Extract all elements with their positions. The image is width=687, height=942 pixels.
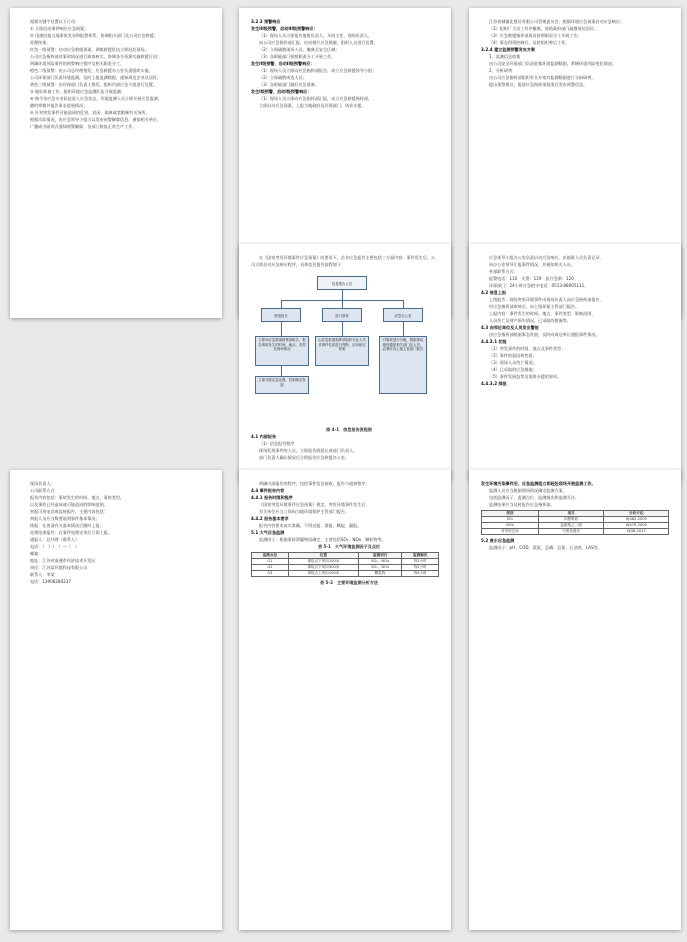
table-header-cell: 监测频次 xyxy=(402,553,439,559)
text-line: （3）各职能部门按照职责分工开展工作。 xyxy=(259,54,336,59)
text-line: 由公司应急指挥部组织有关专家对监测数据进行分析研判， xyxy=(489,75,596,80)
table-cell: 每4小时 xyxy=(402,571,439,577)
method-table xyxy=(481,510,669,535)
document-page-7 xyxy=(239,470,451,930)
flow-connector xyxy=(342,300,343,308)
monitoring-table xyxy=(251,552,439,577)
text-line: 以及事故已经造成或可能造成的影响范围。 xyxy=(30,502,108,507)
table-header-cell: 分析方法 xyxy=(604,511,669,517)
flow-box-bot-3: 对事故进行分级，根据事故级别通知相关部门及人员，必要时向上级主管部门报告 xyxy=(379,336,427,394)
text-line: 电话：13906280237 xyxy=(30,579,71,584)
text-line: 5.2 废水应急监测 xyxy=(481,538,515,543)
flow-box-bot2: 立即开展应急处置，控制事态发展 xyxy=(255,376,309,394)
text-line: （3）各职能部门做好应急准备。 xyxy=(259,82,319,87)
text-line: 随时掌握并报告事态进展情况； xyxy=(30,103,88,108)
text-line: 由应急指挥部根据事态发展，及时向周边单位通报事件情况。 xyxy=(489,332,600,337)
table-cell: HJ38-2017 xyxy=(604,529,669,535)
text-line: 《国家突发环境事件应急预案》规定，突发环境事件发生后， xyxy=(259,502,370,507)
flow-box-top: 信息报告人员 xyxy=(317,276,367,290)
text-line: 环保部门：24小时应急值守电话：0513-88005111。 xyxy=(489,283,589,288)
figure-caption: 图 4-1 信息报告流程图 xyxy=(326,427,372,432)
text-line: 初报可用电话或直接报告，主要内容包括： xyxy=(30,509,108,514)
flow-connector xyxy=(342,322,343,336)
table-cell: G1 xyxy=(252,559,289,565)
text-line: 橙色二级预警：由公司总经理签发，应急救援办公室负责组织实施， xyxy=(30,68,153,73)
flow-connector xyxy=(281,322,282,336)
text-line: 报告内容要求真实准确，不得迟报、谎报、瞒报、漏报。 xyxy=(259,523,362,528)
text-line: （3）应急救援指挥部成员按照职责分工开展工作； xyxy=(489,33,582,38)
text-line: 公司应急指挥部对事故情况进行调查核实，协调各方资源实施救援行动； xyxy=(30,54,161,59)
text-line: 单位：江苏某环境科技有限公司 xyxy=(30,565,88,570)
text-line: （3）现场人员伤亡情况； xyxy=(489,360,537,365)
text-line: ④ 指令各应急专业队伍进入应急状态，环境监测人员立即开展应急监测， xyxy=(30,96,162,101)
table-header-cell: 监测项目 xyxy=(358,553,401,559)
text-line: （5）事件发展趋势及需要支援的事项。 xyxy=(489,374,562,379)
text-line: ② 迅速回报当地事故发布和报警体系，协调相关部门及公司应急救援； xyxy=(30,33,158,38)
text-line: 上报内容：事件发生的时间、地点、事件类型、影响范围、 xyxy=(489,311,596,316)
table-cell: 非甲烷总烃 xyxy=(482,529,539,535)
text-line: 外部联系方式： xyxy=(489,269,518,274)
text-line: 现场负责人。 xyxy=(30,481,55,486)
table-row xyxy=(252,571,439,577)
text-line: 视频关键字设置以下行动： xyxy=(30,19,80,24)
text-line: （4）已采取的应急措施； xyxy=(489,367,537,372)
document-page-5 xyxy=(469,244,681,480)
flow-box-bot-1: 立即向应急救援指挥部报告，报告事故发生的时间、地点、类型及现场情况 xyxy=(255,336,309,366)
text-line: 监测因子：根据事故泄漏物质确定，主要包括SO₂、NOx、颗粒物等。 xyxy=(259,537,386,542)
text-line: 包括监测因子、监测点位、监测频次和监测方法。 xyxy=(489,495,580,500)
text-line: 提出预警建议，报请应急指挥部批准后发布预警信息。 xyxy=(489,82,588,87)
text-line: 有关单位应当立即向当地环境保护主管部门报告。 xyxy=(259,509,350,514)
flow-box-mid-2: 部门领导 xyxy=(322,308,362,322)
table-cell: 事故点上风向100米 xyxy=(288,571,358,577)
text-line: ⑤ 针对突发事件可能造成的危害，封闭、隔离或者限制有关场所。 xyxy=(30,110,150,115)
table-cell: HJ479-2009 xyxy=(604,523,669,529)
flowchart xyxy=(251,272,439,422)
text-line: 根据实际情况，由应急领导小组可以发布预警解除信息，通知相关单位， xyxy=(30,117,161,122)
text-line: （2）立即疏散周边人员； xyxy=(259,75,307,80)
table-header-cell: 位置 xyxy=(288,553,358,559)
text-line: 3.2.4 建立监测预警发布方案 xyxy=(481,47,536,52)
text-line: 向公司应急指挥部汇报，启动相应应急措施，组织人员进行处置。 xyxy=(259,40,378,45)
text-line: 邮箱： xyxy=(30,551,43,556)
text-line: 初报人员应当简要说明事件基本情况； xyxy=(30,516,100,521)
text-line: 4.2 信息上报 xyxy=(481,290,507,295)
table-cell: 事故点下风向100米 xyxy=(288,559,358,565)
table-caption-2: 表 5-2 主要环境监测分析方法 xyxy=(320,580,378,585)
text-line: 报警电话：110 火警：119 医疗急救：120 xyxy=(489,276,574,281)
text-line: 1、监测信息收集 xyxy=(489,54,521,59)
table-cell: 甲醛吸收 xyxy=(538,517,604,523)
text-line: 监测结果应当及时报告应急指挥部。 xyxy=(489,502,555,507)
text-line: 4.4.3.1 初报 xyxy=(481,339,507,344)
text-line: 经应急指挥部审核后，向上级环保主管部门报告。 xyxy=(489,304,580,309)
text-line: 人员伤亡及财产损失情况，已采取的措施等。 xyxy=(489,318,571,323)
table-cell: 每2小时 xyxy=(402,565,439,571)
text-line: 处理结果报告：在事件处理完毕后立即上报。 xyxy=(30,530,112,535)
table-cell: SO₂ xyxy=(482,517,539,523)
text-line: 公司环保部门负责环境监测，及时上报监测数据，通知周边企业及居民； xyxy=(30,75,161,80)
text-line: 报告内容包括：事故发生的时间、地点、事故类型， xyxy=(30,495,125,500)
text-line: （2）组织广大员工有序撤离，协助政府部门疏散周边居民； xyxy=(489,26,599,31)
text-line: 监测因子：pH、COD、氨氮、总磷、总氮、石油类、LAS等。 xyxy=(489,545,602,550)
text-line: 发生环境污染事件后，应急监测组立即赶赴现场开展监测工作。 xyxy=(481,481,596,486)
flow-connector xyxy=(403,322,404,336)
text-line: 4.4 事件报告内容 xyxy=(251,488,285,493)
table-header-cell: 类别 xyxy=(482,511,539,517)
text-line: 4.4.1 报告时限和程序 xyxy=(251,495,293,500)
flow-box-mid-1: 班组组长 xyxy=(261,308,301,322)
table-cell: SO₂、NOx xyxy=(358,565,401,571)
text-line: 4.1 内部报告 xyxy=(251,434,277,439)
text-line: 红色一级预警：启动应急救援预案，调集救援队伍立即赶赴现场， xyxy=(30,47,149,52)
text-line: 立即启动应急预案，上报当地政府及环保部门，请求支援。 xyxy=(259,103,366,108)
table-header-cell: 项目 xyxy=(538,511,604,517)
text-line: 发生I级预警，启动I级预警响应： xyxy=(251,89,312,94)
text-line: （1）现场人员立即向应急指挥部报告，成立应急救援领导小组； xyxy=(259,68,377,73)
text-line: ① 立即启动事件响应应急预案； xyxy=(30,26,89,31)
text-line: 联系人：李某 xyxy=(30,572,55,577)
text-line: 江苏省城镇化建设有限公司管理委员会，根据环境应急预案启动应急响应； xyxy=(489,19,625,24)
document-page-8 xyxy=(469,470,681,930)
text-line: 电话：（ ）（ ）—（ ） xyxy=(30,544,80,549)
flow-connector xyxy=(281,300,282,308)
table-cell: G3 xyxy=(252,571,289,577)
text-line: 明确内部报告的程序，包括事件信息接收、报告与通知程序； xyxy=(259,481,370,486)
text-line: 现场发现事件的人员，立即报告班组长或部门负责人， xyxy=(259,448,358,453)
text-line: 5.1 大气应急监测 xyxy=(251,530,285,535)
table-row xyxy=(482,523,669,529)
text-line: 处理结果。 xyxy=(30,40,51,45)
text-line: 地址：江苏省南通市经济技术开发区 xyxy=(30,558,96,563)
table-row xyxy=(482,517,669,523)
flow-box-mid-3: 应急办公室 xyxy=(383,308,423,322)
table-cell: 盐酸萘乙二胺 xyxy=(538,523,604,529)
text-line: 部门负责人确认情况后立即报告应急救援办公室。 xyxy=(259,455,350,460)
document-page-4 xyxy=(239,244,451,480)
intro-paragraph: 在《国家突发环境事件应急预案》的要求下，企业应急报告主要包括三方面内容。事件发生后，公司立即启动应急响应程序，具体信息报告流程如下： xyxy=(251,255,436,267)
table-cell: G2 xyxy=(252,565,289,571)
text-line: 续报：在查清有关基本情况后随时上报； xyxy=(30,523,104,528)
text-line: （1）现场人员立即向应急指挥部汇报，成立应急救援指挥部， xyxy=(259,96,373,101)
text-line: 发生II级预警，启动II级预警响应： xyxy=(251,61,315,66)
text-line: （2）事件的起因和性质； xyxy=(489,353,537,358)
text-line: 明确环境风险事件的预警响应程序及相关职责分工。 xyxy=(30,61,125,66)
table-cell: SO₂、NOx xyxy=(358,559,401,565)
text-line: 发生III级预警，启动III级预警响应： xyxy=(251,26,318,31)
table-caption: 表 5-1 大气环境监测因子及点位 xyxy=(317,544,381,549)
text-line: 黄色三级预警：由环保部门负责人签发，组织内部应急小组进行处置。 xyxy=(30,82,157,87)
flow-box-bot-2: 由应急救援指挥部组织专业人员对事件性质进行判断，启动相应预案 xyxy=(315,336,369,366)
text-line: 通报人：总经理（联系人） xyxy=(30,537,80,542)
table-header-cell: 监测点位 xyxy=(252,553,289,559)
table-cell: 事故点下风向300米 xyxy=(288,565,358,571)
table-cell: 颗粒物 xyxy=(358,571,401,577)
text-line: （2）立即疏散现场人员，撤离至安全区域； xyxy=(259,47,340,52)
flow-connector xyxy=(342,290,343,300)
document-page-6 xyxy=(10,470,222,930)
text-line: 监测人员应当根据现场情况确定监测方案， xyxy=(489,488,567,493)
text-line: （1）现场人员立即报告值班负责人，车间主任，现场负责人， xyxy=(259,33,373,38)
flow-connector xyxy=(281,366,282,376)
table-row xyxy=(482,529,669,535)
text-line: （4）事态得到控制后，及时组织善后工作。 xyxy=(489,40,570,45)
text-line: ③ 做好准备工作，组织环境应急监测队伍开展监测； xyxy=(30,89,126,94)
text-line: 公司联系方式 xyxy=(30,488,55,493)
text-line: （1）信息报告程序 xyxy=(259,441,295,446)
text-line: 向办公室领导汇报事件情况，并通知相关人员。 xyxy=(489,262,575,267)
table-cell: 气相色谱法 xyxy=(538,529,604,535)
document-page-1 xyxy=(10,8,222,318)
text-line: 广播或书面形式通知预警解除，各部门恢复正常生产工作。 xyxy=(30,124,137,129)
text-line: 上级报告：现场突发环境事件由现场负责人向应急指挥部报告， xyxy=(489,297,604,302)
text-line: 2、分析研判 xyxy=(489,68,513,73)
text-line: 3.2.3 预警响应 xyxy=(251,19,281,24)
text-line: 4.3 向邻近单位及人员发出警报 xyxy=(481,325,539,330)
text-line: 由公司安全环保部门负责收集环境监测数据，掌握环境风险变化情况； xyxy=(489,61,616,66)
text-line: 应急领导小组办公室负责启动应急响应，由值班人员负责记录、 xyxy=(489,255,604,260)
table-cell: HJ482-2009 xyxy=(604,517,669,523)
text-line: （1）突发事件的时间、地点及事件类型； xyxy=(489,346,566,351)
text-line: 4.4.2 报告基本要求 xyxy=(251,516,289,521)
table-cell: 每2小时 xyxy=(402,559,439,565)
text-line: 4.4.3.2 续报 xyxy=(481,381,507,386)
flow-connector xyxy=(403,300,404,308)
table-cell: NOx xyxy=(482,523,539,529)
